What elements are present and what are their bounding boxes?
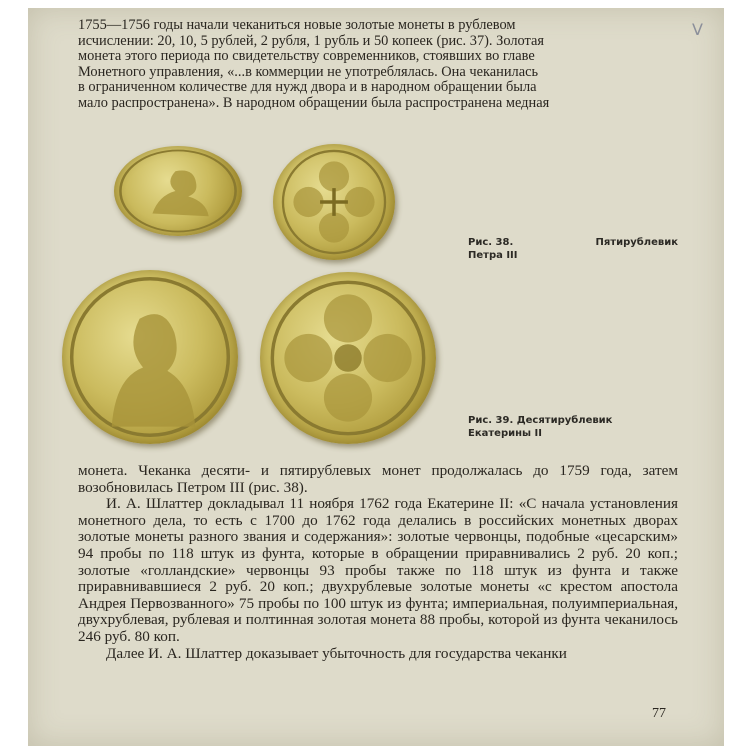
figure-38-caption xyxy=(468,236,678,262)
text-line: в ограниченном количестве для нужд двора и в народном обращении была xyxy=(78,79,537,96)
text-line: 1755—1756 годы начали чеканиться новые золотые монеты в рублевом xyxy=(78,17,516,33)
coin-peter-reverse xyxy=(273,144,395,260)
paragraph: Далее И. А. Шлаттер доказывает убыточность для государства чеканки xyxy=(106,644,567,662)
caption-label: Рис. 38. xyxy=(468,237,514,248)
margin-mark: V xyxy=(692,20,703,39)
text-line: исчислении: 20, 10, 5 рублей, 2 рубля, 1 рубль и 50 копеек (рис. 37). Золотая xyxy=(78,32,544,49)
top-paragraph xyxy=(78,18,678,112)
coin-peter-obverse xyxy=(114,146,242,236)
caption-title-cont: Петра III xyxy=(468,250,518,261)
page-number: 77 xyxy=(652,706,666,721)
book-page xyxy=(28,8,724,746)
bottom-text xyxy=(78,463,678,662)
text-line: монета этого периода по свидетельству современников, стоявших во главе xyxy=(78,48,535,65)
coin-catherine-reverse xyxy=(260,272,436,444)
caption-title: Пятирублевик xyxy=(595,237,678,248)
coin-catherine-obverse xyxy=(62,270,238,444)
text-line: Монетного управления, «...в коммерции не употреблялась. Она чеканилась xyxy=(78,63,539,80)
paragraph: монета. Чеканка десяти- и пятирублевых монет продолжалась до 1759 года, затем возобновилась Петром III (рис. 38). xyxy=(78,462,678,496)
paragraph: И. А. Шлаттер докладывал 11 ноября 1762 года Екатерине II: «С начала установления монетного дела, то есть с 1700 до 1762 года делались в российских монетных дворах золотые монеты разного звания и содержания»: золотые червонцы, подобные «цесарским» 94 пробы по 118 штук из фунта, которые в обращении приравнивались 2 руб. 20 коп.; золотые «голландские» червонцы 93 пробы также по 118 штук из фунта и также приравнивавшиеся 2 руб. 20 коп.; двухрублевые золотые монеты «с крестом апостола Андрея Первозванного» 75 пробы по 100 штук из фунта; империальная, полуимпериальная, двухрублевая, рублевая и полтинная золотая монета 88 пробы, которой из фунта чеканилось 246 руб. 80 коп. xyxy=(78,495,678,645)
text-line: мало распространена». В народном обращении была распространена медная xyxy=(78,94,550,111)
figure-39-caption: Рис. 39. Десятирублевик Екатерины II xyxy=(468,415,613,439)
